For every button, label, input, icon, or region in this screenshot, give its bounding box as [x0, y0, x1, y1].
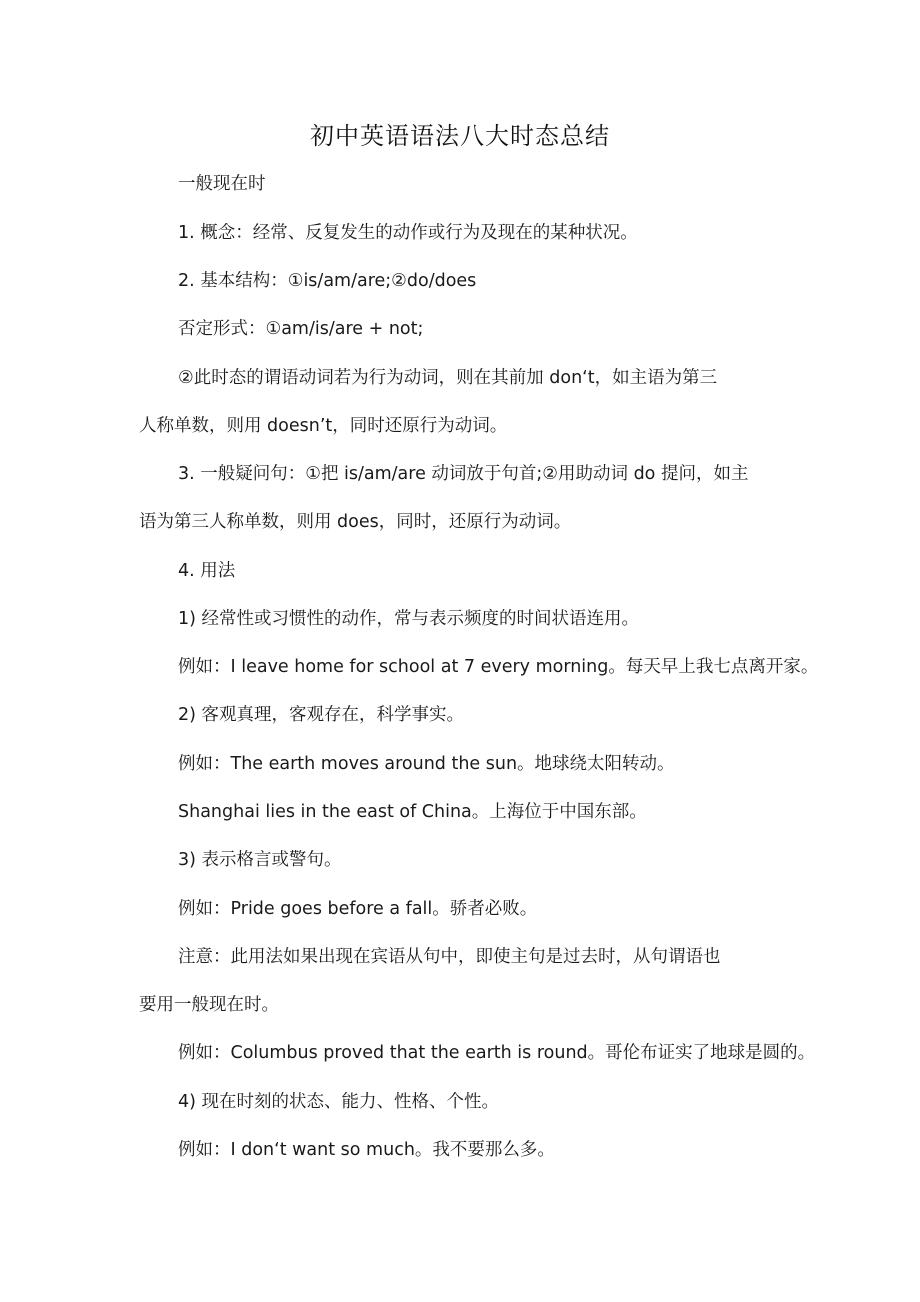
note-line: 注意：此用法如果出现在宾语从句中，即使主句是过去时，从句谓语也 — [178, 947, 721, 967]
example-line: 例如：Columbus proved that the earth is round。哥伦布证实了地球是圆的。 — [178, 1043, 816, 1063]
paragraph-line: 4) 现在时刻的状态、能力、性格、个性。 — [178, 1092, 500, 1112]
paragraph-line: 2) 客观真理，客观存在，科学事实。 — [178, 705, 465, 725]
paragraph-line: 3. 一般疑问句：①把 is/am/are 动词放于句首;②用助动词 do 提问，如主 — [178, 464, 749, 484]
example-line: 例如：I don‘t want so much。我不要那么多。 — [178, 1140, 555, 1160]
note-line: 要用一般现在时。 — [139, 995, 279, 1015]
paragraph-line: 2. 基本结构：①is/am/are;②do/does — [178, 271, 477, 291]
paragraph-line: 1) 经常性或习惯性的动作，常与表示频度的时间状语连用。 — [178, 609, 640, 629]
example-line: Shanghai lies in the east of China。上海位于中国东部。 — [178, 802, 647, 822]
paragraph-line: 语为第三人称单数，则用 does，同时，还原行为动词。 — [139, 512, 572, 532]
paragraph-line: 4. 用法 — [178, 561, 236, 581]
paragraph-line: 1. 概念：经常、反复发生的动作或行为及现在的某种状况。 — [178, 223, 638, 243]
section-heading: 一般现在时 — [178, 174, 266, 194]
example-line: 例如：Pride goes before a fall。骄者必败。 — [178, 899, 538, 919]
example-line: 例如：The earth moves around the sun。地球绕太阳转动。 — [178, 754, 675, 774]
paragraph-line: 人称单数，则用 doesn’t，同时还原行为动词。 — [139, 416, 508, 436]
document-title: 初中英语语法八大时态总结 — [310, 122, 610, 150]
example-line: 例如：I leave home for school at 7 every morning。每天早上我七点离开家。 — [178, 657, 819, 677]
paragraph-line: ②此时态的谓语动词若为行为动词，则在其前加 don‘t，如主语为第三 — [178, 368, 718, 388]
paragraph-line: 3) 表示格言或警句。 — [178, 850, 342, 870]
paragraph-line: 否定形式：①am/is/are + not; — [178, 319, 424, 339]
